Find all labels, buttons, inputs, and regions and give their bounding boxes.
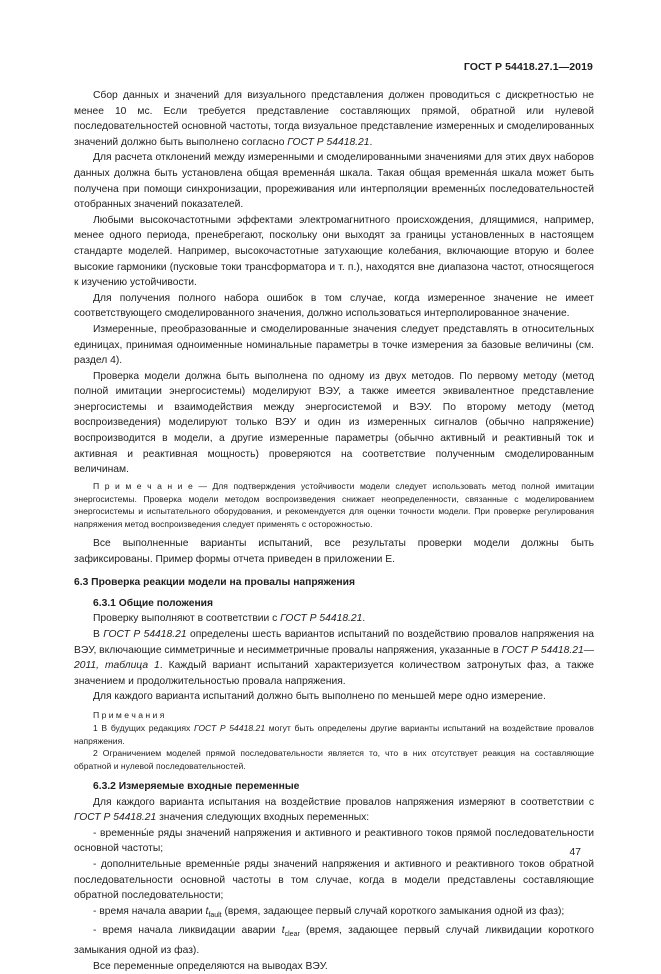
paragraph [74,611,594,627]
note-label: П р и м е ч а н и е [93,480,193,491]
section-heading: 6.3 Проверка реакции модели на провалы напряжения [74,577,355,589]
standard-reference: ГОСТ Р 54418.21 [74,812,157,824]
paragraph [74,627,594,689]
list-item-text: (время, задающее первый случай ликвидации короткого замыкания одной из фаз). [74,925,594,956]
variable-symbol: t [205,905,209,917]
list-item [74,923,594,958]
paragraph: Для расчета отклонений между измеренными и смоделированными значениями для этих двух наборов данных должна быть установлена общая временна́я шкала. Такая общая временна́я шкала может быть получена при помощи синхронизации, прореживания или интерполяции временны́х последовательностей отобранных значений показателей. [74,152,594,211]
list-item-text: (время, задающее первый случай короткого замыкания одной из фаз); [221,905,565,917]
paragraph-text: Сбор данных и значений для визуального представления должен проводиться с дискретностью не менее 10 мс. Если требуется представление составляющих прямой, обратной или нулевой последовательностей основной частоты, тогда визуальное представление измеренных и смоделированных значений должно быть выполнено согласно [74,90,594,148]
paragraph: Проверка модели должна быть выполнена по одному из двух методов. По первому методу (метод полной имитации энергосистемы) моделируют ВЭУ, а также имеется эквивалентное представление энергосистемы и взаимодействия между энергосистемой и ВЭУ. По второму методу (метод воспроизведения) моделируют только ВЭУ и один из измеренных сигналов (обычно напряжение) воспроизводится в модели, а другие измеренные параметры (обычно активный и реактивный ток и активная и реактивная мощность) проверяются на соответствие полученным смоделированным величинам. [74,370,594,476]
document-body [74,88,594,974]
standard-reference: ГОСТ Р 54418.21 [280,613,363,625]
paragraph-text: . [362,613,366,625]
page-number: 47 [569,847,581,858]
note-item: 2 Ограничением моделей прямой последовательности является то, что в них отсутствует реакция на составляющие обратной и нулевой последовательностей. [74,748,594,772]
subsection-heading: 6.3.2 Измеряемые входные переменные [93,780,300,792]
standard-reference: ГОСТ Р 54418.21 [193,722,266,733]
paragraph: Для каждого варианта испытаний должно быть выполнено по меньшей мере одно измерение. [93,691,546,703]
list-item-text: - время начала ликвидации аварии [93,925,282,937]
variable-subscript: fault [208,911,222,919]
standard-reference: ГОСТ Р 54418.21 [103,629,187,640]
list-item: - временны́е ряды значений напряжения и активного и реактивного токов прямой последовательности основной частоты; [74,827,594,855]
paragraph-text: В [93,629,104,640]
note-text: — Для подтверждения устойчивости модели следует использовать метод полной имитации энергосистемы. Проверка модели методом воспроизведения снижает неопределенности, связанные с моделированием энергосистемы и испытательного оборудования, и рекомендуется для оценки точности модели. При проверке регулирования напряжения метод воспроизведения следует применять с осторожностью. [74,480,594,530]
standard-reference: ГОСТ Р 54418.21 [287,136,370,148]
variable-symbol: t [281,925,285,937]
paragraph-text: . [369,136,373,148]
paragraph-text: значения следующих входных переменных: [156,812,370,824]
paragraph-text: определены шесть вариантов испытаний по воздействию провалов напряжения на ВЭУ, включающие симметричные и несимметричные провалы напряжения, указанные в [74,629,594,656]
paragraph-text: Проверку выполняют в соответствии с [93,613,281,625]
paragraph [74,88,594,150]
paragraph: Все переменные определяются на выводах ВЭУ. [93,960,328,972]
paragraph: Любыми высокочастотными эффектами электромагнитного происхождения, длящимися, например, менее одного периода, пренебрегают, поскольку они выходят за границы установленных в настоящем стандарте моделей. Например, высокочастотные затухающие колебания, включающие вторую и более высокие гармоники (пусковые токи трансформатора и т. п.), находятся вне диапазона частот, относящегося к изучению устойчивости. [74,214,594,289]
note-text: 1 В будущих редакциях [93,722,194,733]
list-item-text: - время начала аварии [93,905,206,917]
list-item [74,904,594,924]
list-item: - дополнительные временны́е ряды значений напряжения и активного и реактивного токов обратной последовательности основной частоты в том случае, когда в модели представлены составляющие обратной последовательности; [74,858,594,902]
paragraph-text: Для каждого варианта испытания на воздействие провалов напряжения измеряют в соответствии с [93,796,594,808]
paragraph: Все выполненные варианты испытаний, все результаты проверки модели должны быть зафиксированы. Пример формы отчета приведен в приложении Е. [74,538,594,565]
paragraph: Измеренные, преобразованные и смоделированные значения следует представлять в относительных единицах, принимая одноименные номинальные параметры в точке измерения за базовые величины (см. раздел 4). [74,323,594,367]
paragraph-text: . Каждый вариант испытаний характеризуется количеством затронутых фаз, а также значением и продолжительностью провала напряжения. [74,660,595,687]
note [74,480,594,531]
subsection-heading: 6.3.1 Общие положения [93,597,213,609]
standard-header: ГОСТ Р 54418.27.1—2019 [463,61,593,73]
paragraph [74,795,594,826]
notes-label: П р и м е ч а н и я [93,709,165,720]
standard-reference: ГОСТ Р 54418.21—2011, таблица 1 [74,644,594,672]
paragraph: Для получения полного набора ошибок в том случае, когда измеренное значение не имеет соответствующего смоделированного значения, должно использоваться интерполированное значение. [74,292,594,320]
note-item [74,722,594,748]
variable-subscript: clear [284,931,300,939]
note-text: могут быть определены другие варианты испытаний на воздействие провалов напряжения. [74,722,594,746]
